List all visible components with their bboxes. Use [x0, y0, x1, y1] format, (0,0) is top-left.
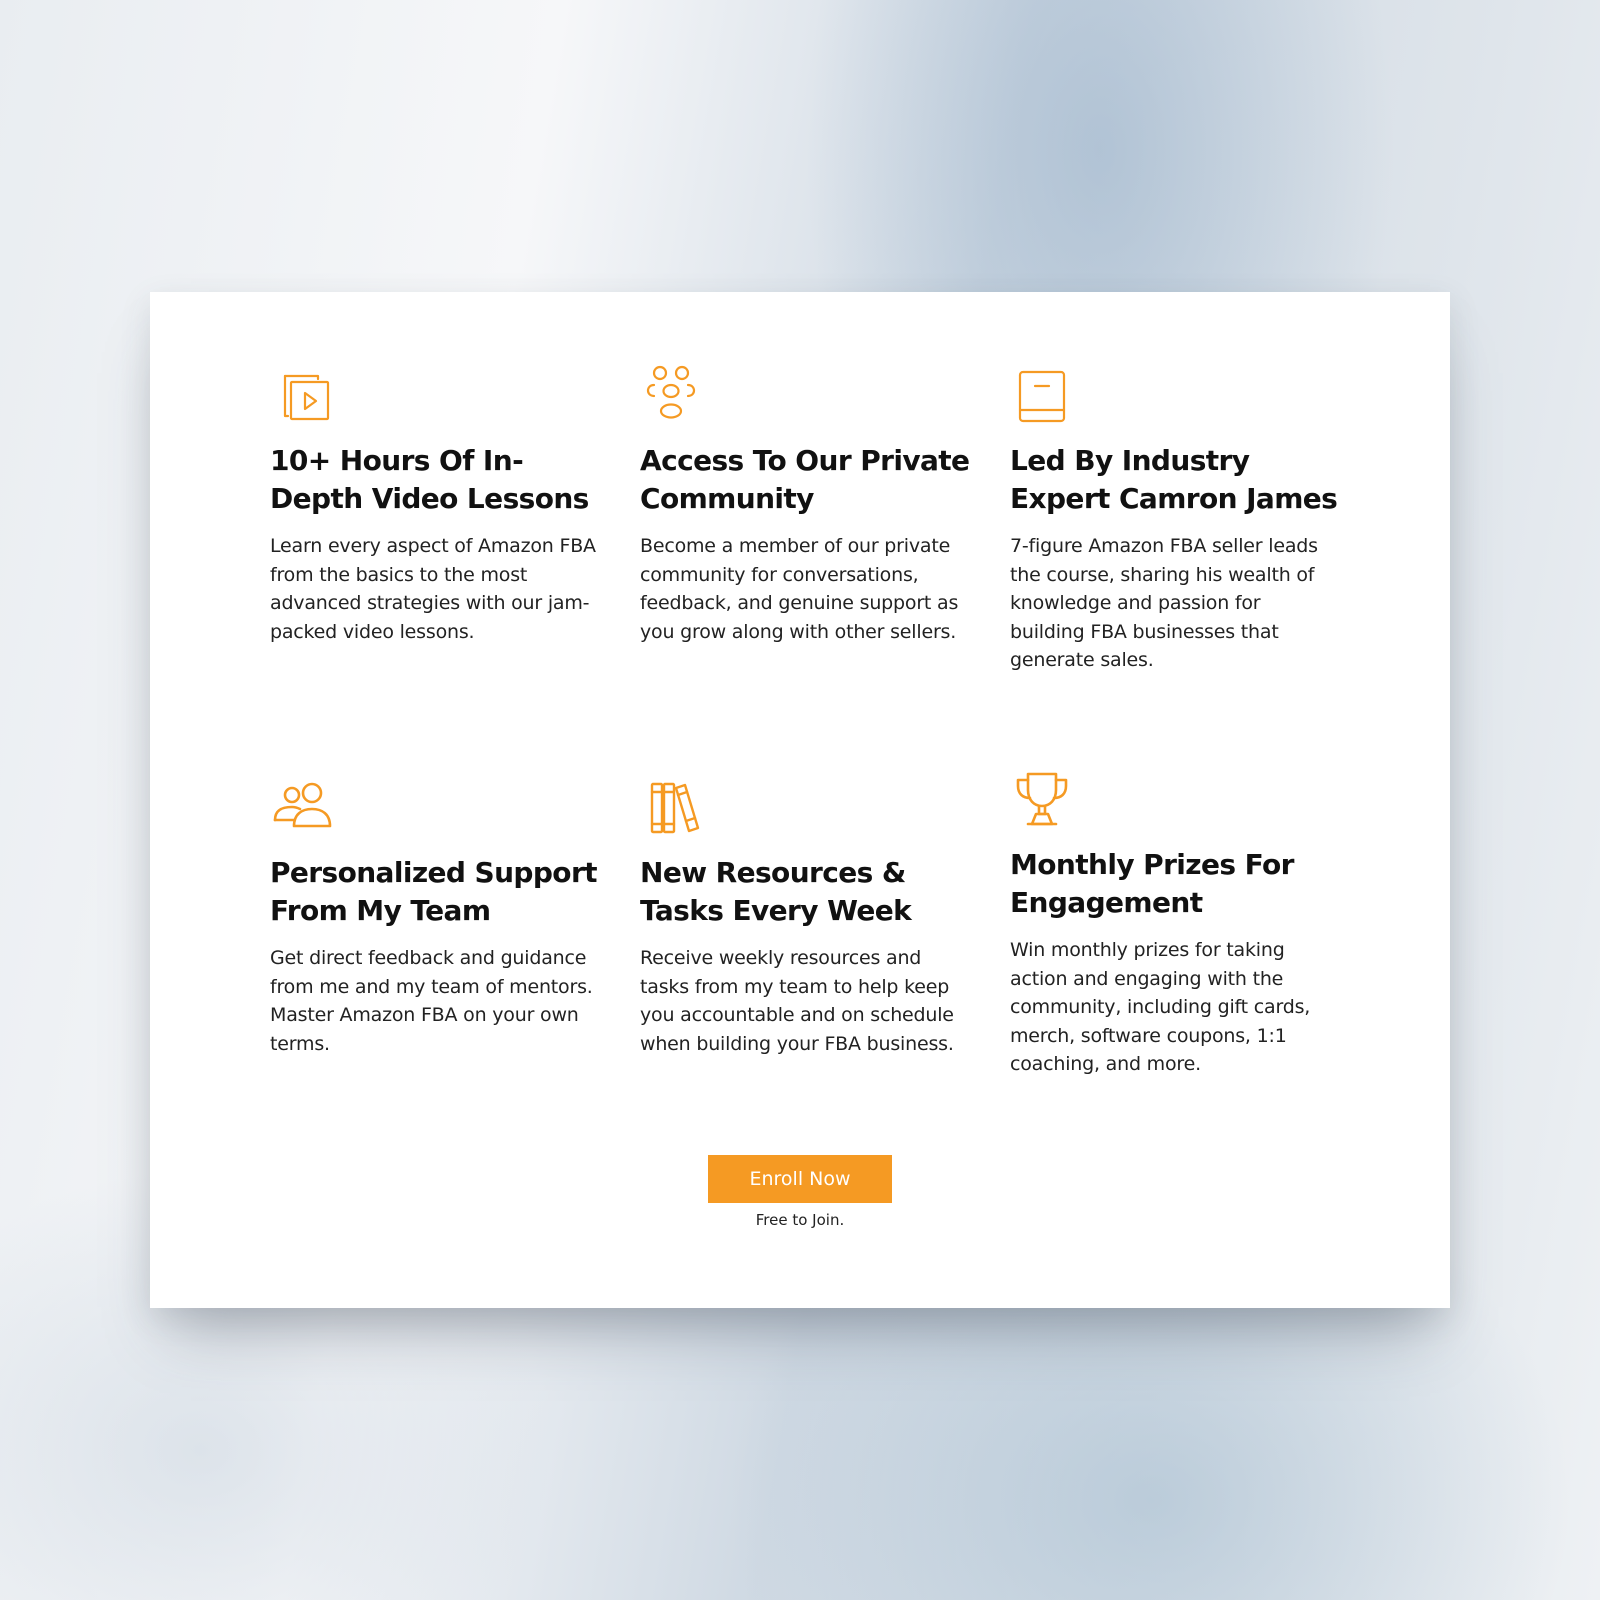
free-to-join-note: Free to Join.	[755, 1211, 845, 1229]
feature-title: Personalized Support From My Team	[270, 856, 597, 927]
feature-description: Win monthly prizes for taking action and engaging with the community, including gift cards, merch, software coupons, 1:1 coaching, and more.	[1010, 939, 1311, 1075]
feature-title: Access To Our Private Community	[640, 444, 970, 515]
team-icon	[270, 776, 334, 840]
community-icon	[640, 364, 704, 428]
feature-personalized-support	[270, 776, 600, 1058]
feature-monthly-prizes	[1010, 768, 1340, 1079]
enroll-now-button[interactable]: Enroll Now	[708, 1155, 892, 1203]
library-books-icon	[640, 776, 704, 840]
feature-description: Become a member of our private community for conversations, feedback, and genuine support as you grow along with other sellers.	[640, 535, 959, 643]
feature-description: 7-figure Amazon FBA seller leads the course, sharing his wealth of knowledge and passion for building FBA businesses that generate sales.	[1010, 535, 1318, 671]
feature-description: Receive weekly resources and tasks from my team to help keep you accountable and on schedule when building your FBA business.	[640, 947, 954, 1055]
feature-description: Get direct feedback and guidance from me and my team of mentors. Master Amazon FBA on your own terms.	[270, 947, 593, 1055]
features-card	[150, 292, 1450, 1308]
feature-title: Led By Industry Expert Camron James	[1010, 444, 1338, 515]
feature-private-community	[640, 364, 970, 646]
video-lessons-icon	[270, 364, 334, 428]
feature-title: New Resources & Tasks Every Week	[640, 856, 912, 927]
feature-title: Monthly Prizes For Engagement	[1010, 848, 1294, 919]
book-icon	[1010, 364, 1074, 428]
feature-industry-expert	[1010, 364, 1340, 675]
feature-weekly-resources	[640, 776, 970, 1058]
feature-description: Learn every aspect of Amazon FBA from the basics to the most advanced strategies with our jam-packed video lessons.	[270, 535, 596, 643]
feature-video-lessons	[270, 364, 600, 646]
feature-title: 10+ Hours Of In-Depth Video Lessons	[270, 444, 589, 515]
trophy-icon	[1010, 768, 1074, 832]
